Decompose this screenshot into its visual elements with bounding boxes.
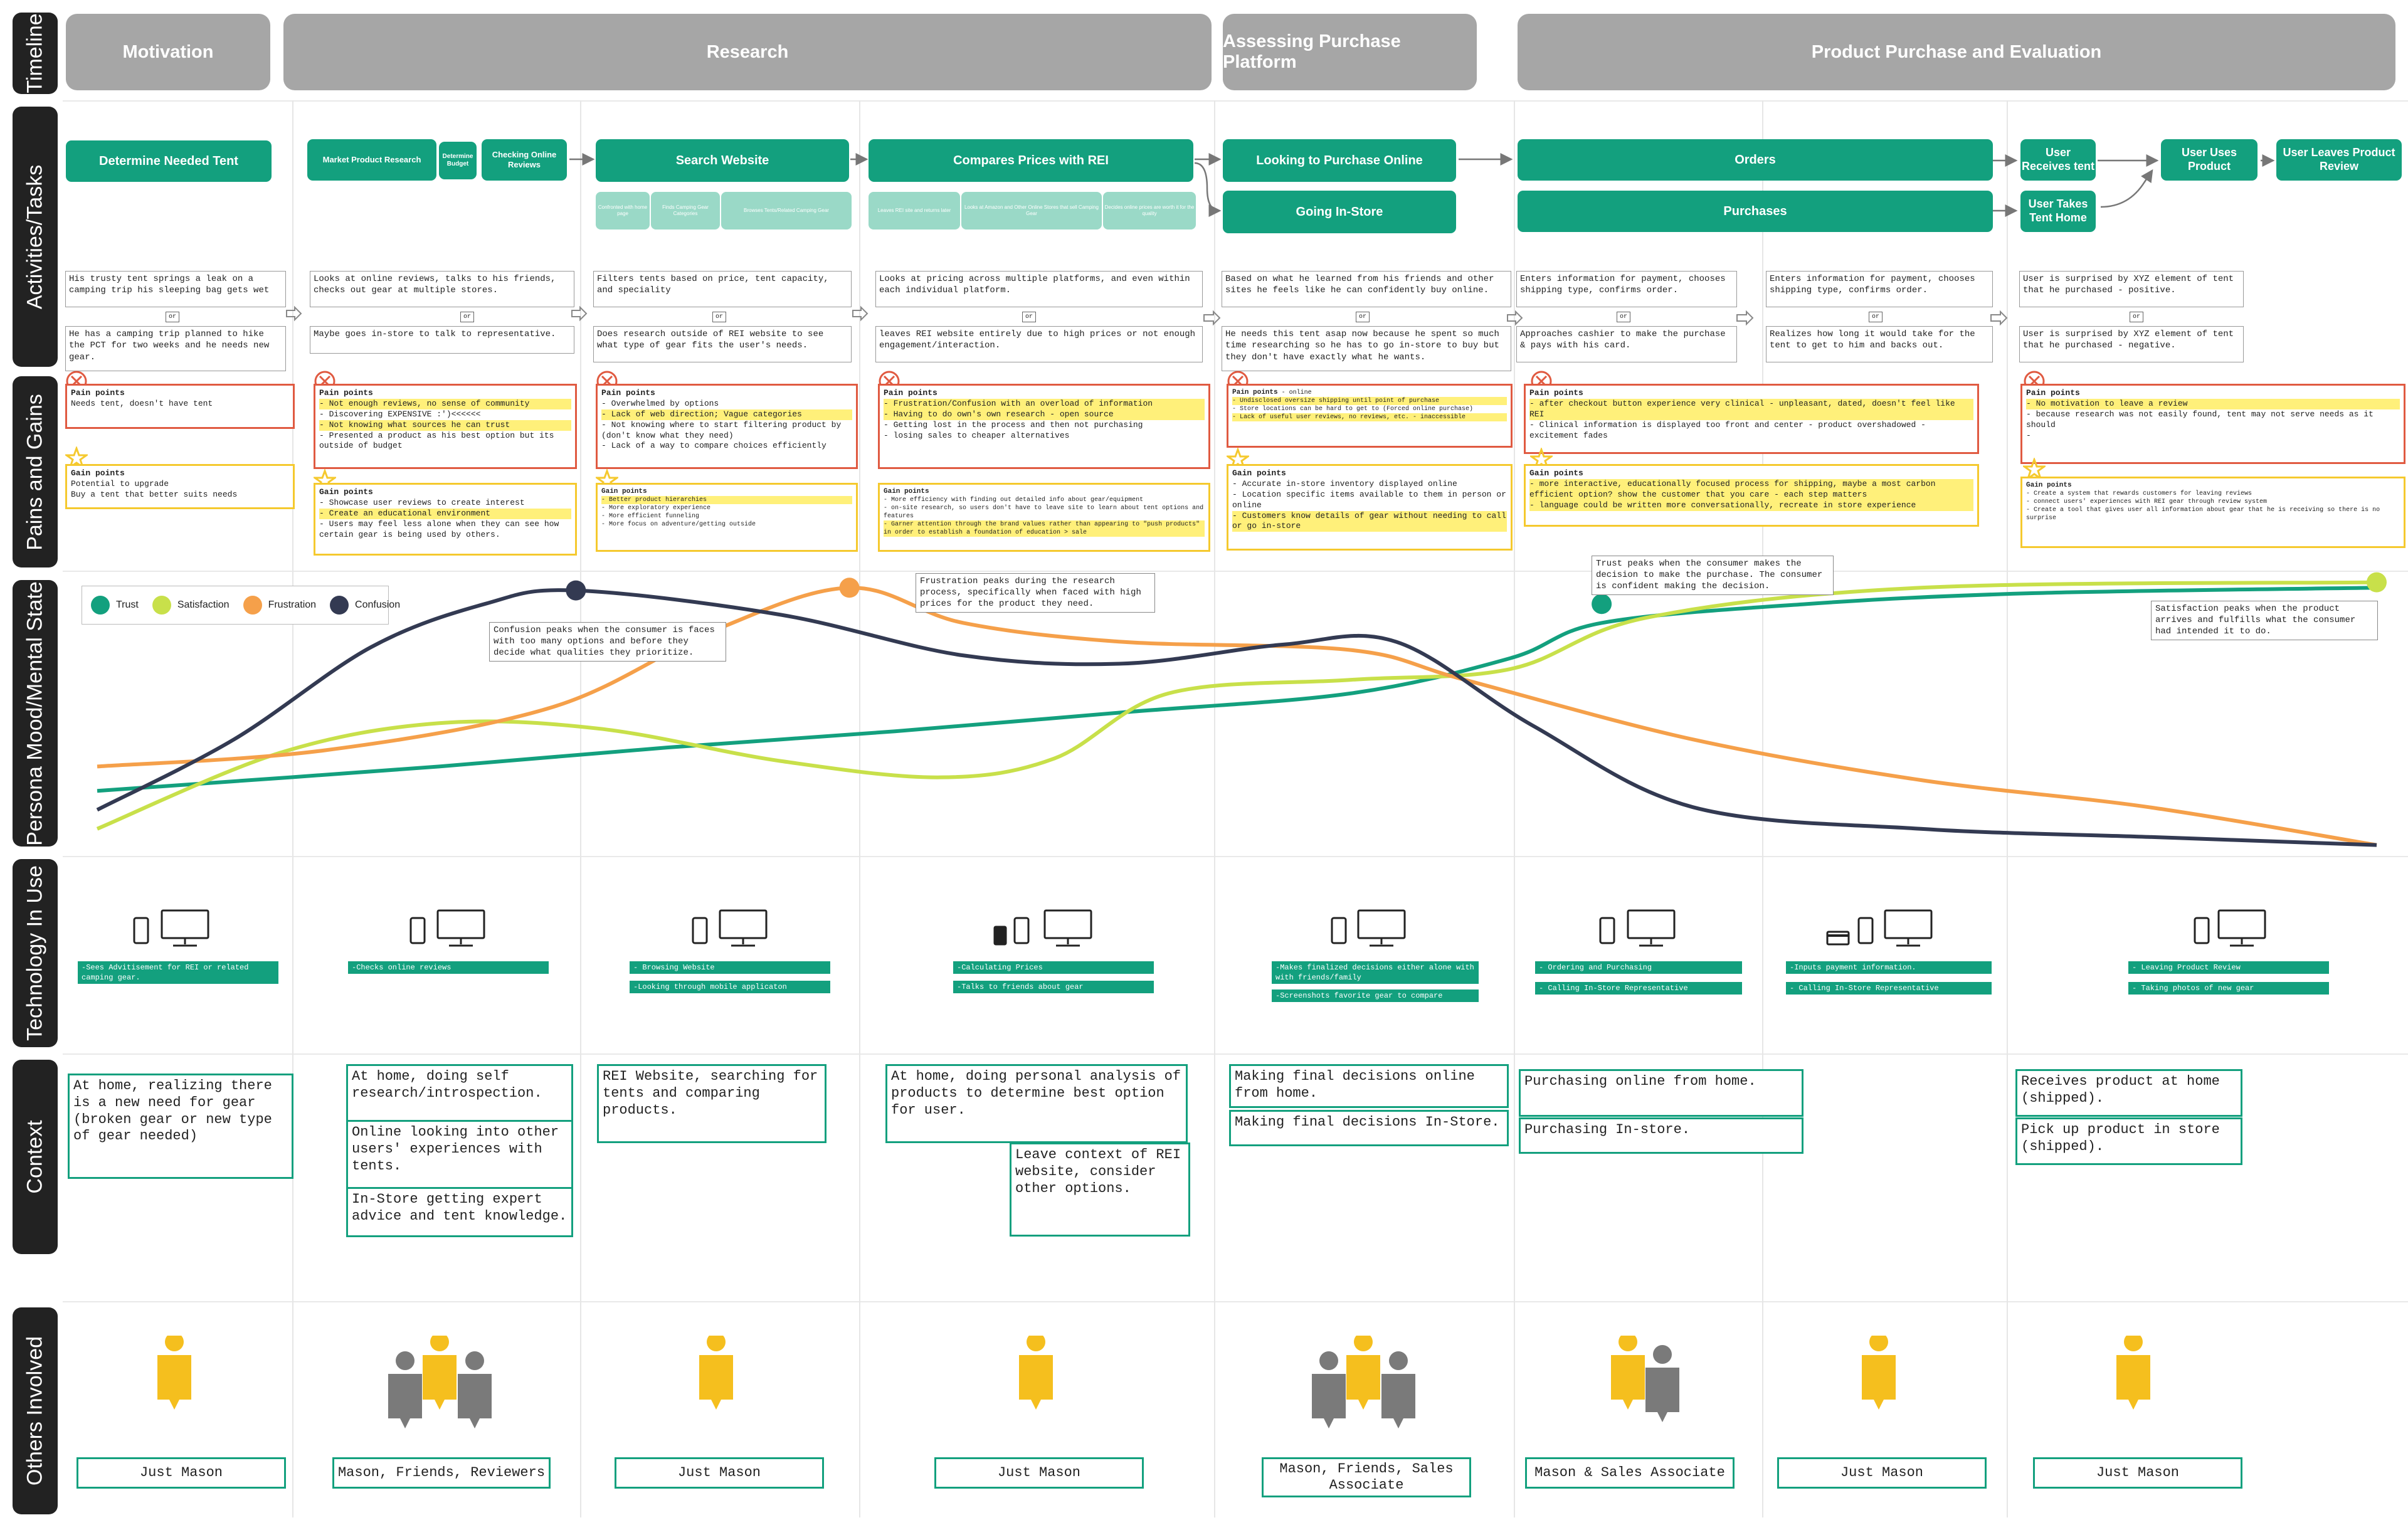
context-card: At home, doing self research/introspection. bbox=[346, 1064, 573, 1124]
person-icon bbox=[1611, 1336, 1645, 1410]
card-heading: Gain points bbox=[601, 488, 647, 495]
context-card: Purchasing In-store. bbox=[1519, 1117, 1803, 1154]
or-separator: or bbox=[460, 312, 474, 322]
tech-tag: -Looking through mobile applicaton bbox=[630, 981, 830, 993]
task-search-website: Search Website bbox=[596, 139, 849, 182]
card-line: Needs tent, doesn't have tent bbox=[71, 398, 213, 408]
card-line: - Garner attention through the brand values rather than appearing to "push products" in order to establish a foundation of education > sale bbox=[884, 520, 1205, 537]
card-line: - More exploratory experience bbox=[601, 505, 711, 512]
legend-swatch bbox=[330, 596, 349, 615]
note: Enters information for payment, chooses shipping type, confirms order. bbox=[1516, 271, 1737, 307]
card-line: - Lack of useful user reviews, no reviews, etc. - inaccessible bbox=[1232, 413, 1507, 421]
context-card: At home, doing personal analysis of products to determine best option for user. bbox=[885, 1064, 1188, 1143]
card-line: - More efficiency with finding out detailed info about gear/equipment bbox=[884, 497, 1144, 504]
tech-tag: -Checks online reviews bbox=[348, 961, 549, 974]
context-card: Pick up product in store (shipped). bbox=[2015, 1117, 2242, 1165]
peak-marker bbox=[566, 581, 586, 601]
person-icon bbox=[1381, 1351, 1415, 1428]
participants-label: Just Mason bbox=[934, 1457, 1144, 1489]
person-icon bbox=[1862, 1336, 1896, 1410]
context-card: Receives product at home (shipped). bbox=[2015, 1069, 2242, 1117]
card-line: - Lack of a way to compare choices efficiently bbox=[601, 441, 826, 451]
card-line: Potential to upgrade bbox=[71, 478, 169, 488]
monitor-icon bbox=[720, 910, 766, 946]
card-heading: Pain points bbox=[884, 388, 937, 398]
card-line: - Frustration/Confusion with an overload of information bbox=[884, 399, 1205, 409]
card-line: - Lack of web direction; Vague categories bbox=[601, 409, 852, 420]
legend-label: Frustration bbox=[268, 599, 317, 610]
task-orders: Orders bbox=[1518, 139, 1993, 181]
monitor-icon bbox=[1045, 910, 1091, 946]
or-separator: or bbox=[166, 312, 179, 322]
card-line: - on-site research, so users don't have to leave site to learn about tent options and features bbox=[884, 505, 1204, 520]
legend-swatch bbox=[152, 596, 171, 615]
tech-tag: -Calculating Prices bbox=[953, 961, 1154, 974]
note: Filters tents based on price, tent capacity, and speciality bbox=[593, 271, 852, 307]
mood-line-frustration bbox=[97, 588, 2377, 845]
card-heading: Pain points bbox=[71, 388, 125, 398]
task-check-reviews: Checking Online Reviews bbox=[482, 139, 567, 181]
task-purchase-online: Looking to Purchase Online bbox=[1223, 139, 1456, 182]
note: Looks at online reviews, talks to his friends, checks out gear at multiple stores. bbox=[310, 271, 574, 307]
participants-label: Just Mason bbox=[77, 1457, 286, 1489]
monitor-icon bbox=[1885, 910, 1931, 946]
tech-tag: - Calling In-Store Representative bbox=[1535, 982, 1742, 995]
card-line: - Overwhelmed by options bbox=[601, 398, 719, 408]
person-icon bbox=[1645, 1345, 1679, 1422]
participants-label: Just Mason bbox=[2033, 1457, 2242, 1489]
phase-label: Motivation bbox=[122, 41, 214, 62]
phone-icon bbox=[1859, 918, 1872, 943]
phone-icon bbox=[1600, 918, 1614, 943]
note: Approaches cashier to make the purchase & pays with his card. bbox=[1516, 326, 1737, 362]
note: His trusty tent springs a leak on a camping trip his sleeping bag gets wet bbox=[65, 271, 286, 307]
phone-icon bbox=[134, 918, 148, 943]
person-icon bbox=[699, 1336, 733, 1410]
card-line: - Showcase user reviews to create interest bbox=[319, 497, 525, 507]
card-heading: Pain points bbox=[1529, 388, 1583, 398]
task-determine-budget: Determine Budget bbox=[439, 142, 477, 179]
card-heading: Pain points bbox=[1232, 389, 1278, 396]
person-icon bbox=[388, 1351, 422, 1428]
context-card: REI Website, searching for tents and comparing products. bbox=[597, 1064, 826, 1143]
subtask-other-stores: Looks at Amazon and Other Online Stores that sell Camping Gear bbox=[961, 192, 1102, 230]
card-heading: Pain points bbox=[319, 388, 373, 398]
card-line: - Location specific items available to them in person or online bbox=[1232, 489, 1506, 510]
note: Realizes how long it would take for the tent to get to him and backs out. bbox=[1766, 326, 1993, 362]
or-separator: or bbox=[1617, 312, 1630, 322]
tech-tag: - Taking photos of new gear bbox=[2128, 982, 2329, 995]
person-icon bbox=[157, 1336, 191, 1410]
context-card: Online looking into other users' experiences with tents. bbox=[346, 1120, 573, 1191]
card-heading: Gain points bbox=[1232, 468, 1286, 478]
credit-card-icon bbox=[1827, 932, 1849, 944]
task-leaves-review: User Leaves Product Review bbox=[2276, 139, 2402, 181]
card-line: - Users may feel less alone when they can see how certain gear is being used by others. bbox=[319, 519, 559, 539]
phone-icon bbox=[1015, 918, 1028, 943]
task-market-research: Market Product Research bbox=[307, 139, 436, 181]
legend-swatch bbox=[243, 596, 262, 615]
tech-tag: -Talks to friends about gear bbox=[953, 981, 1154, 993]
note: Enters information for payment, chooses shipping type, confirms order. bbox=[1766, 271, 1993, 307]
row-label-text: Pains and Gains bbox=[23, 393, 47, 551]
task-going-instore: Going In-Store bbox=[1223, 191, 1456, 233]
task-takes-tent-home: User Takes Tent Home bbox=[2020, 191, 2096, 232]
legend-label: Trust bbox=[116, 599, 139, 610]
chart-legend bbox=[82, 586, 401, 625]
card-line: - Create a tool that gives user all information about gear that he is receiving so there is no surprise bbox=[2026, 507, 2380, 522]
chart-annotation: Confusion peaks when the consumer is faces with too many options and before they decide what qualities they prioritize. bbox=[489, 622, 726, 662]
tech-tag: - Ordering and Purchasing bbox=[1535, 961, 1742, 974]
person-icon bbox=[1312, 1351, 1346, 1428]
card-line: - Customers know details of gear without needing to call or go in-store bbox=[1232, 510, 1506, 531]
card-subheading: - online bbox=[1277, 389, 1312, 396]
context-card: At home, realizing there is a new need for gear (broken gear or new type of gear needed) bbox=[68, 1074, 293, 1179]
person-icon bbox=[2116, 1336, 2150, 1410]
people-icons bbox=[0, 1336, 2408, 1436]
or-separator: or bbox=[1356, 312, 1370, 322]
legend-item bbox=[152, 596, 230, 615]
participants-label: Mason & Sales Associate bbox=[1525, 1457, 1735, 1489]
chart-annotation: Satisfaction peaks when the product arrives and fulfills what the consumer had intended it to do. bbox=[2151, 601, 2378, 640]
task-receives-tent: User Receives tent bbox=[2020, 139, 2096, 181]
task-compare-prices: Compares Prices with REI bbox=[869, 139, 1193, 182]
card-line: - connect users' experiences with REI gear through review system bbox=[2026, 499, 2268, 506]
or-separator: or bbox=[1022, 312, 1036, 322]
or-separator: or bbox=[2130, 312, 2143, 322]
card-line: - Presented a product as his best option but its outside of budget bbox=[319, 430, 554, 451]
monitor-icon bbox=[162, 910, 208, 946]
phone-icon bbox=[1332, 918, 1346, 943]
card-line: - losing sales to cheaper alternatives bbox=[884, 430, 1070, 440]
card-heading: Gain points bbox=[2026, 482, 2072, 489]
card-heading: Pain points bbox=[2026, 388, 2080, 398]
task-purchases: Purchases bbox=[1518, 191, 1993, 232]
peak-marker bbox=[2367, 573, 2387, 593]
peak-marker bbox=[840, 578, 860, 598]
legend-item bbox=[91, 596, 139, 615]
participants-label: Mason, Friends, Sales Associate bbox=[1262, 1457, 1471, 1497]
card-heading: Gain points bbox=[319, 487, 373, 497]
card-line: - Create a system that rewards customers for leaving reviews bbox=[2026, 490, 2252, 498]
person-icon bbox=[458, 1351, 492, 1428]
chart-annotation: Frustration peaks during the research process, specifically when faced with high prices for the product they need. bbox=[916, 573, 1155, 613]
row-label-text: Context bbox=[23, 1120, 47, 1194]
tech-tag: -Makes finalized decisions either alone with with friends/family bbox=[1272, 961, 1479, 984]
card-line: - Not enough reviews, no sense of community bbox=[319, 399, 571, 409]
card-line: - after checkout button experience very clinical - unpleasant, dated, doesn't feel like REI bbox=[1529, 399, 1973, 420]
context-card: Making final decisions In-Store. bbox=[1229, 1110, 1509, 1146]
card-line: - Discovering EXPENSIVE :')<<<<<< bbox=[319, 409, 481, 419]
card-line: - more interactive, educationally focused process for shipping, maybe a most carbon efficient option? show the customer that you care - each step matters bbox=[1529, 479, 1973, 500]
card-line: - language could be written more conversationally, recreate in store experience bbox=[1529, 500, 1973, 511]
card-line: - Not knowing what sources he can trust bbox=[319, 420, 571, 431]
phase-label: Research bbox=[706, 41, 789, 62]
card-line: - Not knowing where to start filtering product by (don't know what they need) bbox=[601, 420, 842, 440]
card-line: - Getting lost in the process and then not purchasing bbox=[884, 420, 1143, 430]
card-line: - No motivation to leave a review bbox=[2026, 399, 2400, 409]
monitor-icon bbox=[438, 910, 484, 946]
card-line: Buy a tent that better suits needs bbox=[71, 489, 238, 499]
monitor-icon bbox=[1358, 910, 1405, 946]
card-line: - More focus on adventure/getting outside bbox=[601, 521, 756, 529]
card-line: - Create an educational environment bbox=[319, 509, 571, 519]
note: Looks at pricing across multiple platforms, and even within each individual platform. bbox=[875, 271, 1203, 307]
row-label-text: Timeline bbox=[23, 13, 47, 93]
card-heading: Gain points bbox=[884, 488, 929, 495]
note: User is surprised by XYZ element of tent that he purchased - negative. bbox=[2019, 326, 2244, 362]
card-heading: Gain points bbox=[1529, 468, 1583, 478]
card-line: - Clinical information is displayed too front and center - product overshadowed - excitement fades bbox=[1529, 420, 1926, 440]
or-separator: or bbox=[1869, 312, 1883, 322]
subtask-decide-price: Decides online prices are worth it for the quality bbox=[1103, 192, 1196, 230]
person-icon bbox=[1019, 1336, 1053, 1410]
participants-label: Mason, Friends, Reviewers bbox=[332, 1457, 551, 1489]
row-label-text: Activities/Tasks bbox=[23, 164, 47, 309]
or-separator: or bbox=[712, 312, 726, 322]
participants-label: Just Mason bbox=[615, 1457, 824, 1489]
card-line: - More efficient funneling bbox=[601, 513, 700, 520]
note: leaves REI website entirely due to high prices or not enough engagement/interaction. bbox=[875, 326, 1203, 362]
note: Based on what he learned from his friends and other sites he feels like he can confidently buy online. bbox=[1222, 271, 1511, 307]
context-card: In-Store getting expert advice and tent knowledge. bbox=[346, 1187, 573, 1237]
mood-line-confusion bbox=[97, 590, 2377, 845]
legend-label: Confusion bbox=[355, 599, 401, 610]
person-icon bbox=[423, 1336, 457, 1410]
tech-tag: -Sees Advitisement for REI or related camping gear. bbox=[78, 961, 278, 984]
tech-tag: - Browsing Website bbox=[630, 961, 830, 974]
context-card: Leave context of REI website, consider other options. bbox=[1010, 1142, 1190, 1237]
card-line: - Undisclosed oversize shipping until point of purchase bbox=[1232, 397, 1507, 405]
peak-marker bbox=[1592, 594, 1612, 614]
phone-icon bbox=[693, 918, 707, 943]
phone-icon bbox=[411, 918, 425, 943]
phase-label: Assessing Purchase Platform bbox=[1223, 31, 1401, 72]
row-label-text: Persona Mood/Mental State bbox=[23, 581, 47, 846]
note: User is surprised by XYZ element of tent that he purchased - positive. bbox=[2019, 271, 2244, 307]
card-line: - Store locations can be hard to get to (Forced online purchase) bbox=[1232, 406, 1474, 413]
card-line: - Accurate in-store inventory displayed online bbox=[1232, 478, 1457, 488]
note: He has a camping trip planned to hike the PCT for two weeks and he needs new gear. bbox=[65, 326, 286, 371]
calculator-icon bbox=[995, 927, 1006, 944]
subtask-leave-site: Leaves REI site and returns later bbox=[869, 192, 960, 230]
tech-tag: -Screenshots favorite gear to compare bbox=[1272, 989, 1479, 1002]
subtask-find-categories: Finds Camping Gear Categories bbox=[651, 192, 720, 230]
participants-label: Just Mason bbox=[1777, 1457, 1987, 1489]
row-label-text: Technology In Use bbox=[23, 865, 47, 1041]
subtask-browse-tents: Browses Tents/Related Camping Gear bbox=[721, 192, 852, 230]
card-heading: Pain points bbox=[601, 388, 655, 398]
tech-tag: -Inputs payment information. bbox=[1786, 961, 1992, 974]
card-heading: Gain points bbox=[71, 468, 125, 478]
chart-annotation: Trust peaks when the consumer makes the decision to make the purchase. The consumer is confident making the decision. bbox=[1592, 556, 1834, 595]
legend-label: Satisfaction bbox=[177, 599, 230, 610]
phone-icon bbox=[2195, 918, 2209, 943]
legend-item bbox=[243, 596, 316, 615]
task-determine-tent: Determine Needed Tent bbox=[66, 140, 272, 182]
note: Maybe goes in-store to talk to representative. bbox=[310, 326, 574, 354]
context-card: Purchasing online from home. bbox=[1519, 1069, 1803, 1117]
phase-label: Product Purchase and Evaluation bbox=[1811, 41, 2102, 62]
note: He needs this tent asap now because he spent so much time researching so he has to go in-store to buy but they don't have exactly what he wants. bbox=[1222, 326, 1511, 371]
task-uses-product: User Uses Product bbox=[2161, 139, 2258, 181]
note: Does research outside of REI website to see what type of gear fits the user's needs. bbox=[593, 326, 852, 362]
context-card: Making final decisions online from home. bbox=[1229, 1064, 1509, 1108]
monitor-icon bbox=[2219, 910, 2265, 946]
card-line: - Better product hierarchies bbox=[601, 496, 852, 504]
tech-tag: - Calling In-Store Representative bbox=[1786, 982, 1992, 995]
legend-swatch bbox=[91, 596, 110, 615]
tech-tag: - Leaving Product Review bbox=[2128, 961, 2329, 974]
legend-item bbox=[330, 596, 400, 615]
monitor-icon bbox=[1628, 910, 1674, 946]
row-label-text: Others Involved bbox=[23, 1336, 47, 1486]
person-icon bbox=[1346, 1336, 1380, 1410]
card-line: - Having to do own's own research - open source bbox=[884, 409, 1205, 420]
subtask-home-page: Confronted with home page bbox=[596, 192, 650, 230]
card-line: - because research was not easily found, tent may not serve needs as it should bbox=[2026, 409, 2374, 430]
card-line: - bbox=[2026, 430, 2031, 440]
tech-icons bbox=[0, 903, 2408, 953]
